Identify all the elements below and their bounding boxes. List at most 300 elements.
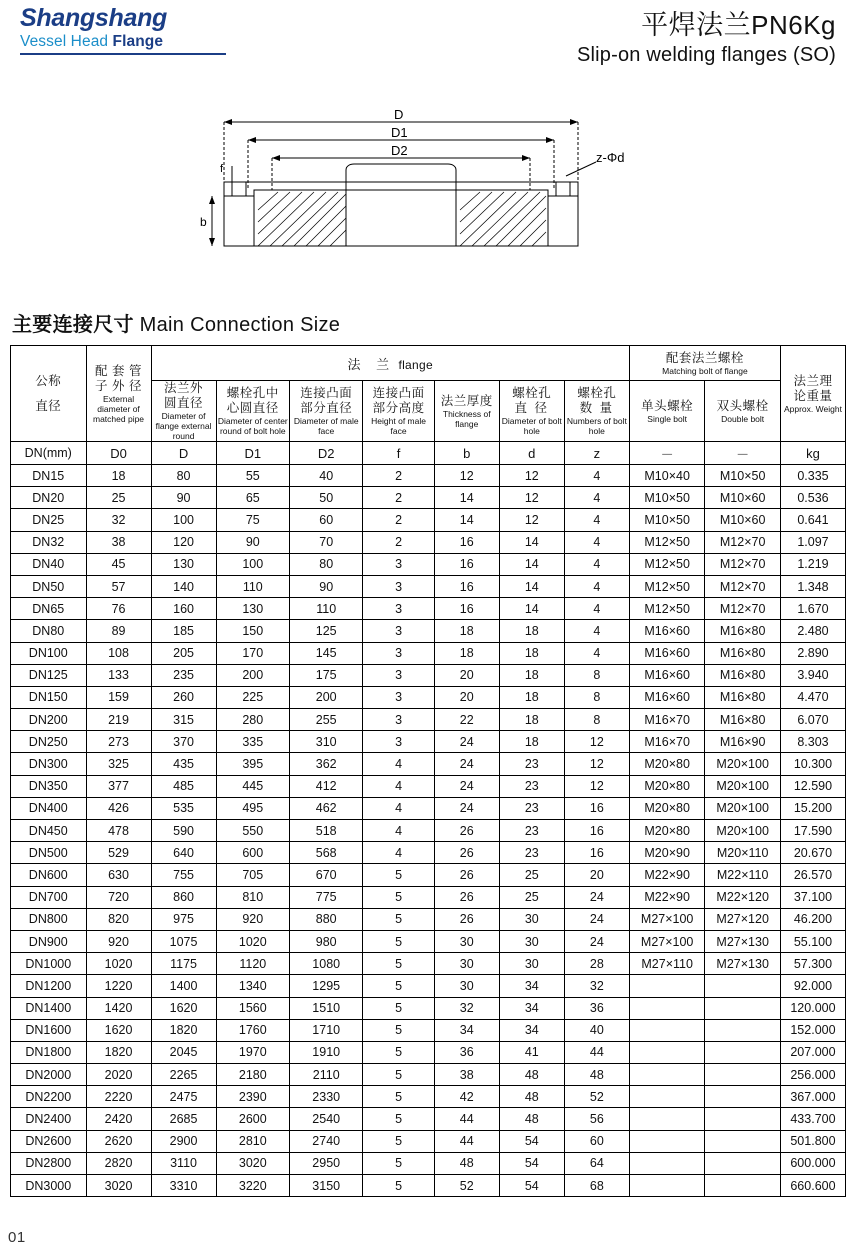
cell-f: 5	[363, 1130, 434, 1152]
cell-d: 485	[151, 775, 216, 797]
cell-bolt-hole-d: 23	[499, 842, 564, 864]
cell-b: 44	[434, 1108, 499, 1130]
cell-z: 12	[564, 775, 629, 797]
cell-d2: 362	[290, 753, 363, 775]
cell-weight: 1.348	[780, 575, 845, 597]
cell-dn: DN3000	[11, 1175, 87, 1197]
cell-f: 4	[363, 820, 434, 842]
table-header	[11, 346, 846, 465]
table-row	[11, 575, 846, 597]
cell-single-bolt: M20×80	[629, 775, 705, 797]
cell-z: 56	[564, 1108, 629, 1130]
cell-dn: DN50	[11, 575, 87, 597]
cell-double-bolt: M27×130	[705, 930, 781, 952]
cell-single-bolt	[629, 1175, 705, 1197]
cell-weight: 207.000	[780, 1041, 845, 1063]
cell-double-bolt: M12×70	[705, 553, 781, 575]
cell-z: 36	[564, 997, 629, 1019]
cell-double-bolt: M20×100	[705, 775, 781, 797]
table-row	[11, 886, 846, 908]
cell-d0: 1020	[86, 953, 151, 975]
cell-double-bolt: M12×70	[705, 531, 781, 553]
cell-d: 3110	[151, 1152, 216, 1174]
table-row	[11, 598, 846, 620]
cell-single-bolt: M22×90	[629, 886, 705, 908]
table-row	[11, 1019, 846, 1041]
cell-single-bolt: M10×50	[629, 487, 705, 509]
symbol-weight-unit: kg	[780, 442, 845, 465]
cell-d0: 630	[86, 864, 151, 886]
cell-d0: 273	[86, 731, 151, 753]
page-title-cn: 平焊法兰	[641, 10, 752, 40]
dimension-label-f: f	[220, 163, 224, 175]
table-row	[11, 820, 846, 842]
cell-bolt-hole-d: 30	[499, 953, 564, 975]
cell-double-bolt: M10×50	[705, 465, 781, 487]
cell-b: 24	[434, 753, 499, 775]
cell-dn: DN700	[11, 886, 87, 908]
cell-f: 5	[363, 1064, 434, 1086]
cell-f: 5	[363, 886, 434, 908]
cell-dn: DN2600	[11, 1130, 87, 1152]
cell-b: 26	[434, 820, 499, 842]
cell-double-bolt	[705, 1175, 781, 1197]
flange-drawing-svg	[196, 104, 676, 294]
cell-d2: 2540	[290, 1108, 363, 1130]
header-bolt-hole-number-cn1: 螺栓孔	[577, 386, 617, 400]
table-row	[11, 842, 846, 864]
cell-weight: 600.000	[780, 1152, 845, 1174]
cell-b: 26	[434, 864, 499, 886]
cell-bolt-hole-d: 48	[499, 1086, 564, 1108]
cell-single-bolt: M16×60	[629, 686, 705, 708]
cell-d0: 1620	[86, 1019, 151, 1041]
header-flange-group-en: flange	[398, 357, 433, 372]
cell-weight: 501.800	[780, 1130, 845, 1152]
cell-dn: DN250	[11, 731, 87, 753]
header-male-face-diameter	[290, 381, 363, 442]
table-row	[11, 1086, 846, 1108]
logo-company-name: Shangshang	[20, 4, 168, 32]
cell-d: 1075	[151, 930, 216, 952]
cell-weight: 1.219	[780, 553, 845, 575]
cell-bolt-hole-d: 18	[499, 664, 564, 686]
cell-d2: 518	[290, 820, 363, 842]
cell-single-bolt: M27×110	[629, 953, 705, 975]
header-male-face-diameter-en: Diameter of male face	[293, 416, 359, 436]
cell-d1: 130	[216, 598, 289, 620]
cell-b: 30	[434, 975, 499, 997]
cell-weight: 10.300	[780, 753, 845, 775]
header-male-face-height-cn1: 连接凸面	[372, 386, 425, 400]
cell-f: 3	[363, 620, 434, 642]
cell-z: 64	[564, 1152, 629, 1174]
section-title-cn: 主要连接尺寸	[12, 314, 134, 336]
section-title	[10, 308, 846, 337]
cell-z: 4	[564, 487, 629, 509]
table-row	[11, 620, 846, 642]
cell-d0: 89	[86, 620, 151, 642]
cell-d1: 445	[216, 775, 289, 797]
cell-z: 16	[564, 842, 629, 864]
cell-double-bolt: M20×100	[705, 753, 781, 775]
page-number: 01	[8, 1229, 26, 1246]
cell-d0: 1820	[86, 1041, 151, 1063]
cell-double-bolt: M22×120	[705, 886, 781, 908]
header-flange-outer-diameter-cn2: 圆直径	[164, 396, 204, 410]
cell-d0: 720	[86, 886, 151, 908]
cell-bolt-hole-d: 23	[499, 753, 564, 775]
header-matched-pipe-en: External diameter of matched pipe	[93, 393, 145, 424]
cell-single-bolt: M16×70	[629, 709, 705, 731]
cell-weight: 20.670	[780, 842, 845, 864]
cell-f: 2	[363, 531, 434, 553]
cell-d1: 1340	[216, 975, 289, 997]
header-bolt-circle-diameter-cn2: 心圆直径	[226, 401, 279, 415]
cell-d0: 325	[86, 753, 151, 775]
dimension-label-D2: D2	[391, 143, 408, 158]
cell-d: 100	[151, 509, 216, 531]
cell-d2: 2950	[290, 1152, 363, 1174]
cell-dn: DN65	[11, 598, 87, 620]
cell-b: 26	[434, 842, 499, 864]
cell-b: 14	[434, 487, 499, 509]
cell-bolt-hole-d: 54	[499, 1152, 564, 1174]
cell-d2: 90	[290, 575, 363, 597]
cell-d2: 412	[290, 775, 363, 797]
cell-d2: 1510	[290, 997, 363, 1019]
cell-double-bolt: M20×110	[705, 842, 781, 864]
table-row	[11, 753, 846, 775]
cell-d0: 1420	[86, 997, 151, 1019]
cell-z: 28	[564, 953, 629, 975]
cell-d2: 145	[290, 642, 363, 664]
cell-dn: DN450	[11, 820, 87, 842]
cell-d2: 2110	[290, 1064, 363, 1086]
cell-double-bolt: M22×110	[705, 864, 781, 886]
cell-d1: 100	[216, 553, 289, 575]
cell-z: 16	[564, 797, 629, 819]
cell-single-bolt: M12×50	[629, 575, 705, 597]
cell-d1: 3020	[216, 1152, 289, 1174]
header-bolt-circle-diameter	[216, 381, 289, 442]
header-flange-outer-diameter-en: Diameter of flange external round	[155, 411, 212, 441]
cell-d0: 1220	[86, 975, 151, 997]
header-nominal-diameter	[11, 346, 87, 442]
company-logo	[20, 4, 230, 55]
cell-d2: 125	[290, 620, 363, 642]
header-bolt-hole-diameter	[499, 381, 564, 442]
cell-d2: 80	[290, 553, 363, 575]
header-male-face-height	[363, 381, 434, 442]
cell-d1: 2180	[216, 1064, 289, 1086]
cell-d2: 310	[290, 731, 363, 753]
cell-d0: 108	[86, 642, 151, 664]
page-header	[10, 0, 846, 96]
symbol-d1: D1	[216, 442, 289, 465]
cell-single-bolt: M10×40	[629, 465, 705, 487]
cell-b: 12	[434, 465, 499, 487]
cell-single-bolt: M27×100	[629, 930, 705, 952]
cell-double-bolt: M16×80	[705, 620, 781, 642]
cell-bolt-hole-d: 12	[499, 509, 564, 531]
cell-single-bolt	[629, 1041, 705, 1063]
header-bolt-hole-number-en: Numbers of bolt hole	[566, 416, 627, 436]
table-row	[11, 997, 846, 1019]
cell-b: 24	[434, 797, 499, 819]
symbol-b: b	[434, 442, 499, 465]
logo-underline	[20, 53, 226, 55]
cell-d: 90	[151, 487, 216, 509]
flange-drawing	[10, 96, 846, 304]
cell-single-bolt	[629, 1108, 705, 1130]
cell-d: 120	[151, 531, 216, 553]
cell-z: 68	[564, 1175, 629, 1197]
specification-table	[10, 345, 846, 1197]
cell-d: 435	[151, 753, 216, 775]
cell-single-bolt: M12×50	[629, 598, 705, 620]
cell-d: 755	[151, 864, 216, 886]
table-row	[11, 531, 846, 553]
cell-b: 30	[434, 953, 499, 975]
cell-bolt-hole-d: 12	[499, 487, 564, 509]
cell-weight: 3.940	[780, 664, 845, 686]
cell-d0: 2220	[86, 1086, 151, 1108]
cell-d1: 705	[216, 864, 289, 886]
cell-weight: 152.000	[780, 1019, 845, 1041]
cell-f: 3	[363, 731, 434, 753]
cell-d2: 980	[290, 930, 363, 952]
cell-z: 16	[564, 820, 629, 842]
cell-weight: 17.590	[780, 820, 845, 842]
header-double-bolt-cn: 双头螺栓	[716, 398, 769, 413]
cell-weight: 57.300	[780, 953, 845, 975]
cell-d: 640	[151, 842, 216, 864]
cell-bolt-hole-d: 54	[499, 1175, 564, 1197]
cell-single-bolt: M16×60	[629, 664, 705, 686]
cell-dn: DN2200	[11, 1086, 87, 1108]
header-bolt-hole-diameter-cn1: 螺栓孔	[512, 386, 552, 400]
cell-f: 5	[363, 997, 434, 1019]
cell-bolt-hole-d: 34	[499, 975, 564, 997]
cell-b: 20	[434, 664, 499, 686]
header-bolt-hole-diameter-en: Diameter of bolt hole	[501, 416, 562, 436]
cell-dn: DN80	[11, 620, 87, 642]
header-bolt-hole-diameter-cn2: 直 径	[514, 401, 550, 415]
cell-double-bolt	[705, 1152, 781, 1174]
cell-d2: 200	[290, 686, 363, 708]
cell-double-bolt	[705, 1019, 781, 1041]
cell-double-bolt: M16×80	[705, 709, 781, 731]
table-row	[11, 553, 846, 575]
cell-d: 315	[151, 709, 216, 731]
cell-weight: 37.100	[780, 886, 845, 908]
cell-d2: 775	[290, 886, 363, 908]
table-row	[11, 797, 846, 819]
cell-d: 130	[151, 553, 216, 575]
cell-dn: DN1200	[11, 975, 87, 997]
cell-b: 24	[434, 775, 499, 797]
cell-b: 20	[434, 686, 499, 708]
dimension-label-D: D	[394, 107, 404, 122]
cell-z: 24	[564, 886, 629, 908]
cell-d1: 1120	[216, 953, 289, 975]
header-male-face-diameter-cn1: 连接凸面	[300, 386, 353, 400]
cell-single-bolt: M20×80	[629, 753, 705, 775]
header-single-bolt-cn: 单头螺栓	[641, 398, 694, 413]
cell-bolt-hole-d: 54	[499, 1130, 564, 1152]
cell-bolt-hole-d: 25	[499, 886, 564, 908]
cell-bolt-hole-d: 18	[499, 642, 564, 664]
cell-single-bolt: M12×50	[629, 531, 705, 553]
dimension-label-b: b	[200, 215, 207, 229]
table-row	[11, 908, 846, 930]
header-male-face-diameter-cn2: 部分直径	[300, 401, 353, 415]
header-matched-pipe	[86, 346, 151, 442]
cell-double-bolt: M27×130	[705, 953, 781, 975]
table-row	[11, 1152, 846, 1174]
cell-dn: DN1000	[11, 953, 87, 975]
page-title-pn: PN6Kg	[751, 10, 836, 40]
table-row	[11, 509, 846, 531]
cell-d0: 478	[86, 820, 151, 842]
cell-d: 1175	[151, 953, 216, 975]
cell-z: 4	[564, 465, 629, 487]
cell-dn: DN400	[11, 797, 87, 819]
cell-z: 24	[564, 908, 629, 930]
cell-weight: 0.536	[780, 487, 845, 509]
cell-d1: 1020	[216, 930, 289, 952]
cell-d: 235	[151, 664, 216, 686]
cell-d0: 820	[86, 908, 151, 930]
cell-weight: 433.700	[780, 1108, 845, 1130]
cell-b: 52	[434, 1175, 499, 1197]
header-flange-thickness-cn: 法兰厚度	[440, 393, 493, 408]
cell-dn: DN40	[11, 553, 87, 575]
cell-d: 1820	[151, 1019, 216, 1041]
header-double-bolt	[705, 381, 781, 442]
cell-dn: DN500	[11, 842, 87, 864]
cell-z: 32	[564, 975, 629, 997]
cell-weight: 0.641	[780, 509, 845, 531]
cell-single-bolt	[629, 975, 705, 997]
cell-double-bolt	[705, 1130, 781, 1152]
cell-d1: 550	[216, 820, 289, 842]
cell-d: 2265	[151, 1064, 216, 1086]
cell-d: 185	[151, 620, 216, 642]
logo-tagline-light: Vessel Head	[20, 33, 113, 50]
cell-d0: 2020	[86, 1064, 151, 1086]
cell-single-bolt: M22×90	[629, 864, 705, 886]
table-row	[11, 1175, 846, 1197]
cell-weight: 26.570	[780, 864, 845, 886]
cell-f: 3	[363, 575, 434, 597]
cell-d0: 32	[86, 509, 151, 531]
cell-d2: 70	[290, 531, 363, 553]
cell-double-bolt	[705, 1108, 781, 1130]
table-row	[11, 1064, 846, 1086]
cell-bolt-hole-d: 23	[499, 775, 564, 797]
header-matched-pipe-cn2: 子 外 径	[95, 378, 142, 393]
cell-bolt-hole-d: 48	[499, 1108, 564, 1130]
cell-d2: 175	[290, 664, 363, 686]
header-bolt-circle-diameter-en: Diameter of center round of bolt hole	[217, 416, 288, 436]
table-row	[11, 642, 846, 664]
table-row	[11, 775, 846, 797]
cell-d: 2475	[151, 1086, 216, 1108]
cell-dn: DN150	[11, 686, 87, 708]
table-row	[11, 731, 846, 753]
cell-bolt-hole-d: 41	[499, 1041, 564, 1063]
cell-d1: 75	[216, 509, 289, 531]
cell-d: 860	[151, 886, 216, 908]
cell-z: 12	[564, 753, 629, 775]
cell-d1: 600	[216, 842, 289, 864]
cell-b: 14	[434, 509, 499, 531]
cell-single-bolt	[629, 1152, 705, 1174]
page-title-block	[577, 8, 836, 68]
dimension-label-z-phi-d: z-Φd	[596, 150, 625, 165]
cell-z: 4	[564, 598, 629, 620]
cell-weight: 367.000	[780, 1086, 845, 1108]
cell-f: 5	[363, 1108, 434, 1130]
header-nominal-diameter-cn1: 公称	[35, 373, 62, 388]
cell-z: 4	[564, 553, 629, 575]
cell-dn: DN200	[11, 709, 87, 731]
cell-bolt-hole-d: 12	[499, 465, 564, 487]
table-header-row-top	[11, 346, 846, 381]
cell-weight: 2.480	[780, 620, 845, 642]
cell-z: 4	[564, 575, 629, 597]
symbol-d: D	[151, 442, 216, 465]
cell-bolt-hole-d: 34	[499, 997, 564, 1019]
table-body	[11, 465, 846, 1197]
cell-dn: DN1800	[11, 1041, 87, 1063]
cell-bolt-hole-d: 18	[499, 620, 564, 642]
header-flange-outer-diameter-cn1: 法兰外	[164, 381, 204, 395]
cell-d2: 2740	[290, 1130, 363, 1152]
cell-weight: 55.100	[780, 930, 845, 952]
cell-d0: 45	[86, 553, 151, 575]
cell-d0: 3020	[86, 1175, 151, 1197]
cell-z: 12	[564, 731, 629, 753]
cell-d2: 110	[290, 598, 363, 620]
cell-single-bolt	[629, 1130, 705, 1152]
cell-z: 4	[564, 620, 629, 642]
cell-weight: 120.000	[780, 997, 845, 1019]
cell-dn: DN32	[11, 531, 87, 553]
cell-f: 3	[363, 553, 434, 575]
cell-d: 160	[151, 598, 216, 620]
cell-z: 4	[564, 509, 629, 531]
cell-f: 5	[363, 1041, 434, 1063]
cell-f: 3	[363, 598, 434, 620]
cell-bolt-hole-d: 30	[499, 908, 564, 930]
cell-b: 34	[434, 1019, 499, 1041]
cell-d0: 2620	[86, 1130, 151, 1152]
cell-dn: DN800	[11, 908, 87, 930]
cell-b: 38	[434, 1064, 499, 1086]
cell-dn: DN600	[11, 864, 87, 886]
header-male-face-height-en: Height of male face	[371, 416, 426, 436]
table-row	[11, 975, 846, 997]
cell-weight: 1.097	[780, 531, 845, 553]
cell-single-bolt	[629, 1019, 705, 1041]
cell-d1: 225	[216, 686, 289, 708]
dimension-label-D1: D1	[391, 125, 408, 140]
cell-d1: 1760	[216, 1019, 289, 1041]
cell-double-bolt: M10×60	[705, 487, 781, 509]
